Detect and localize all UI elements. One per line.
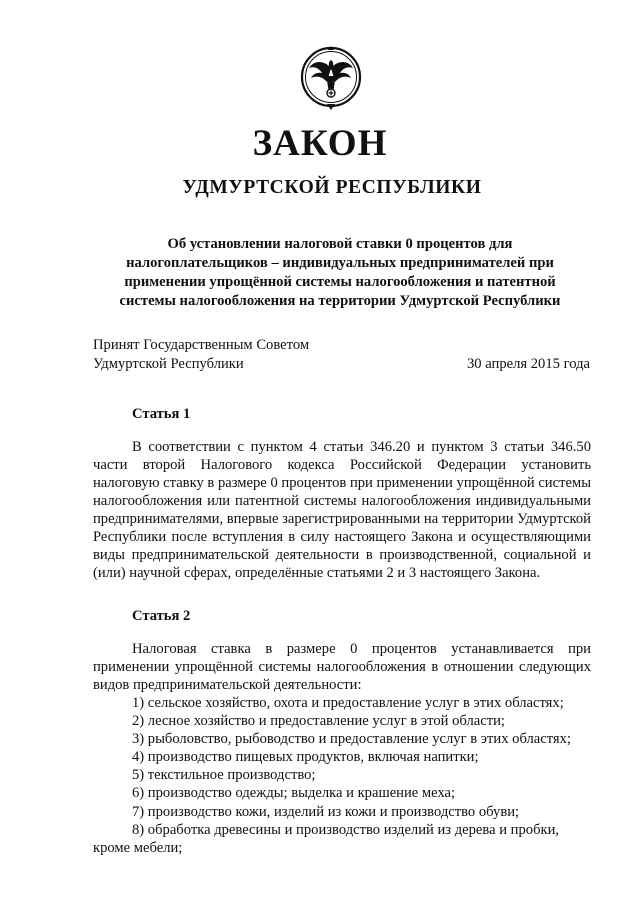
adopted-by [93, 336, 309, 374]
list-item: 2) лесное хозяйство и предоставление услуг в этой области; [132, 713, 505, 730]
subject-line: налогоплательщиков – индивидуальных предпринимателей при [126, 255, 554, 271]
subject-line: применении упрощённой системы налогообложения и патентной [124, 274, 556, 290]
article-1-text: В соответствии с пунктом 4 статьи 346.20 и пунктом 3 статьи 346.50 части второй Налогового кодекса Российской Федерации установить налоговую ставку в размере 0 процентов при применении упрощённой системы налогообложения или патентной системы налогообложения индивидуальными предпринимателями, впервые зарегистрированными на территории Удмуртской Республики после вступления в силу настоящего Закона и осуществляющими виды предпринимательской деятельности в производственной, социальной и (или) научной сферах, определённые статьями 2 и 3 настоящего Закона. [93, 439, 591, 581]
list-item-continuation: кроме мебели; [93, 839, 183, 856]
subject-line: системы налогообложения на территории Удмуртской Республики [119, 293, 561, 309]
law-subject [100, 235, 580, 311]
document-title: ЗАКОН [252, 123, 388, 164]
adopted-line: Принят Государственным Советом [93, 337, 310, 353]
adopted-line: Удмуртской Республики [93, 356, 244, 372]
activity-list [93, 694, 591, 857]
list-item: 1) сельское хозяйство, охота и предоставление услуг в этих областях; [132, 695, 564, 711]
article-1-heading: Статья 1 [132, 406, 191, 422]
emblem-icon [300, 46, 362, 112]
article-2-intro: Налоговая ставка в размере 0 процентов устанавливается при применении упрощённой системы налогообложения в отношении следующих видов предпринимательской деятельности: [93, 641, 591, 693]
list-item: 7) производство кожи, изделий из кожи и производство обуви; [132, 803, 520, 820]
list-item: 5) текстильное производство; [132, 767, 316, 784]
list-item: 6) производство одежды; выделка и крашение меха; [132, 785, 456, 802]
subject-line: Об установлении налоговой ставки 0 процентов для [167, 236, 513, 252]
list-item: 3) рыболовство, рыбоводство и предоставление услуг в этих областях; [132, 731, 571, 748]
list-item: 8) обработка древесины и производство изделий из дерева и пробки, [132, 821, 560, 838]
document-subtitle: УДМУРТСКОЙ РЕСПУБЛИКИ [182, 177, 482, 198]
list-item: 4) производство пищевых продуктов, включая напитки; [132, 749, 479, 766]
article-2-heading: Статья 2 [132, 608, 191, 624]
adopted-date: 30 апреля 2015 года [467, 356, 590, 372]
